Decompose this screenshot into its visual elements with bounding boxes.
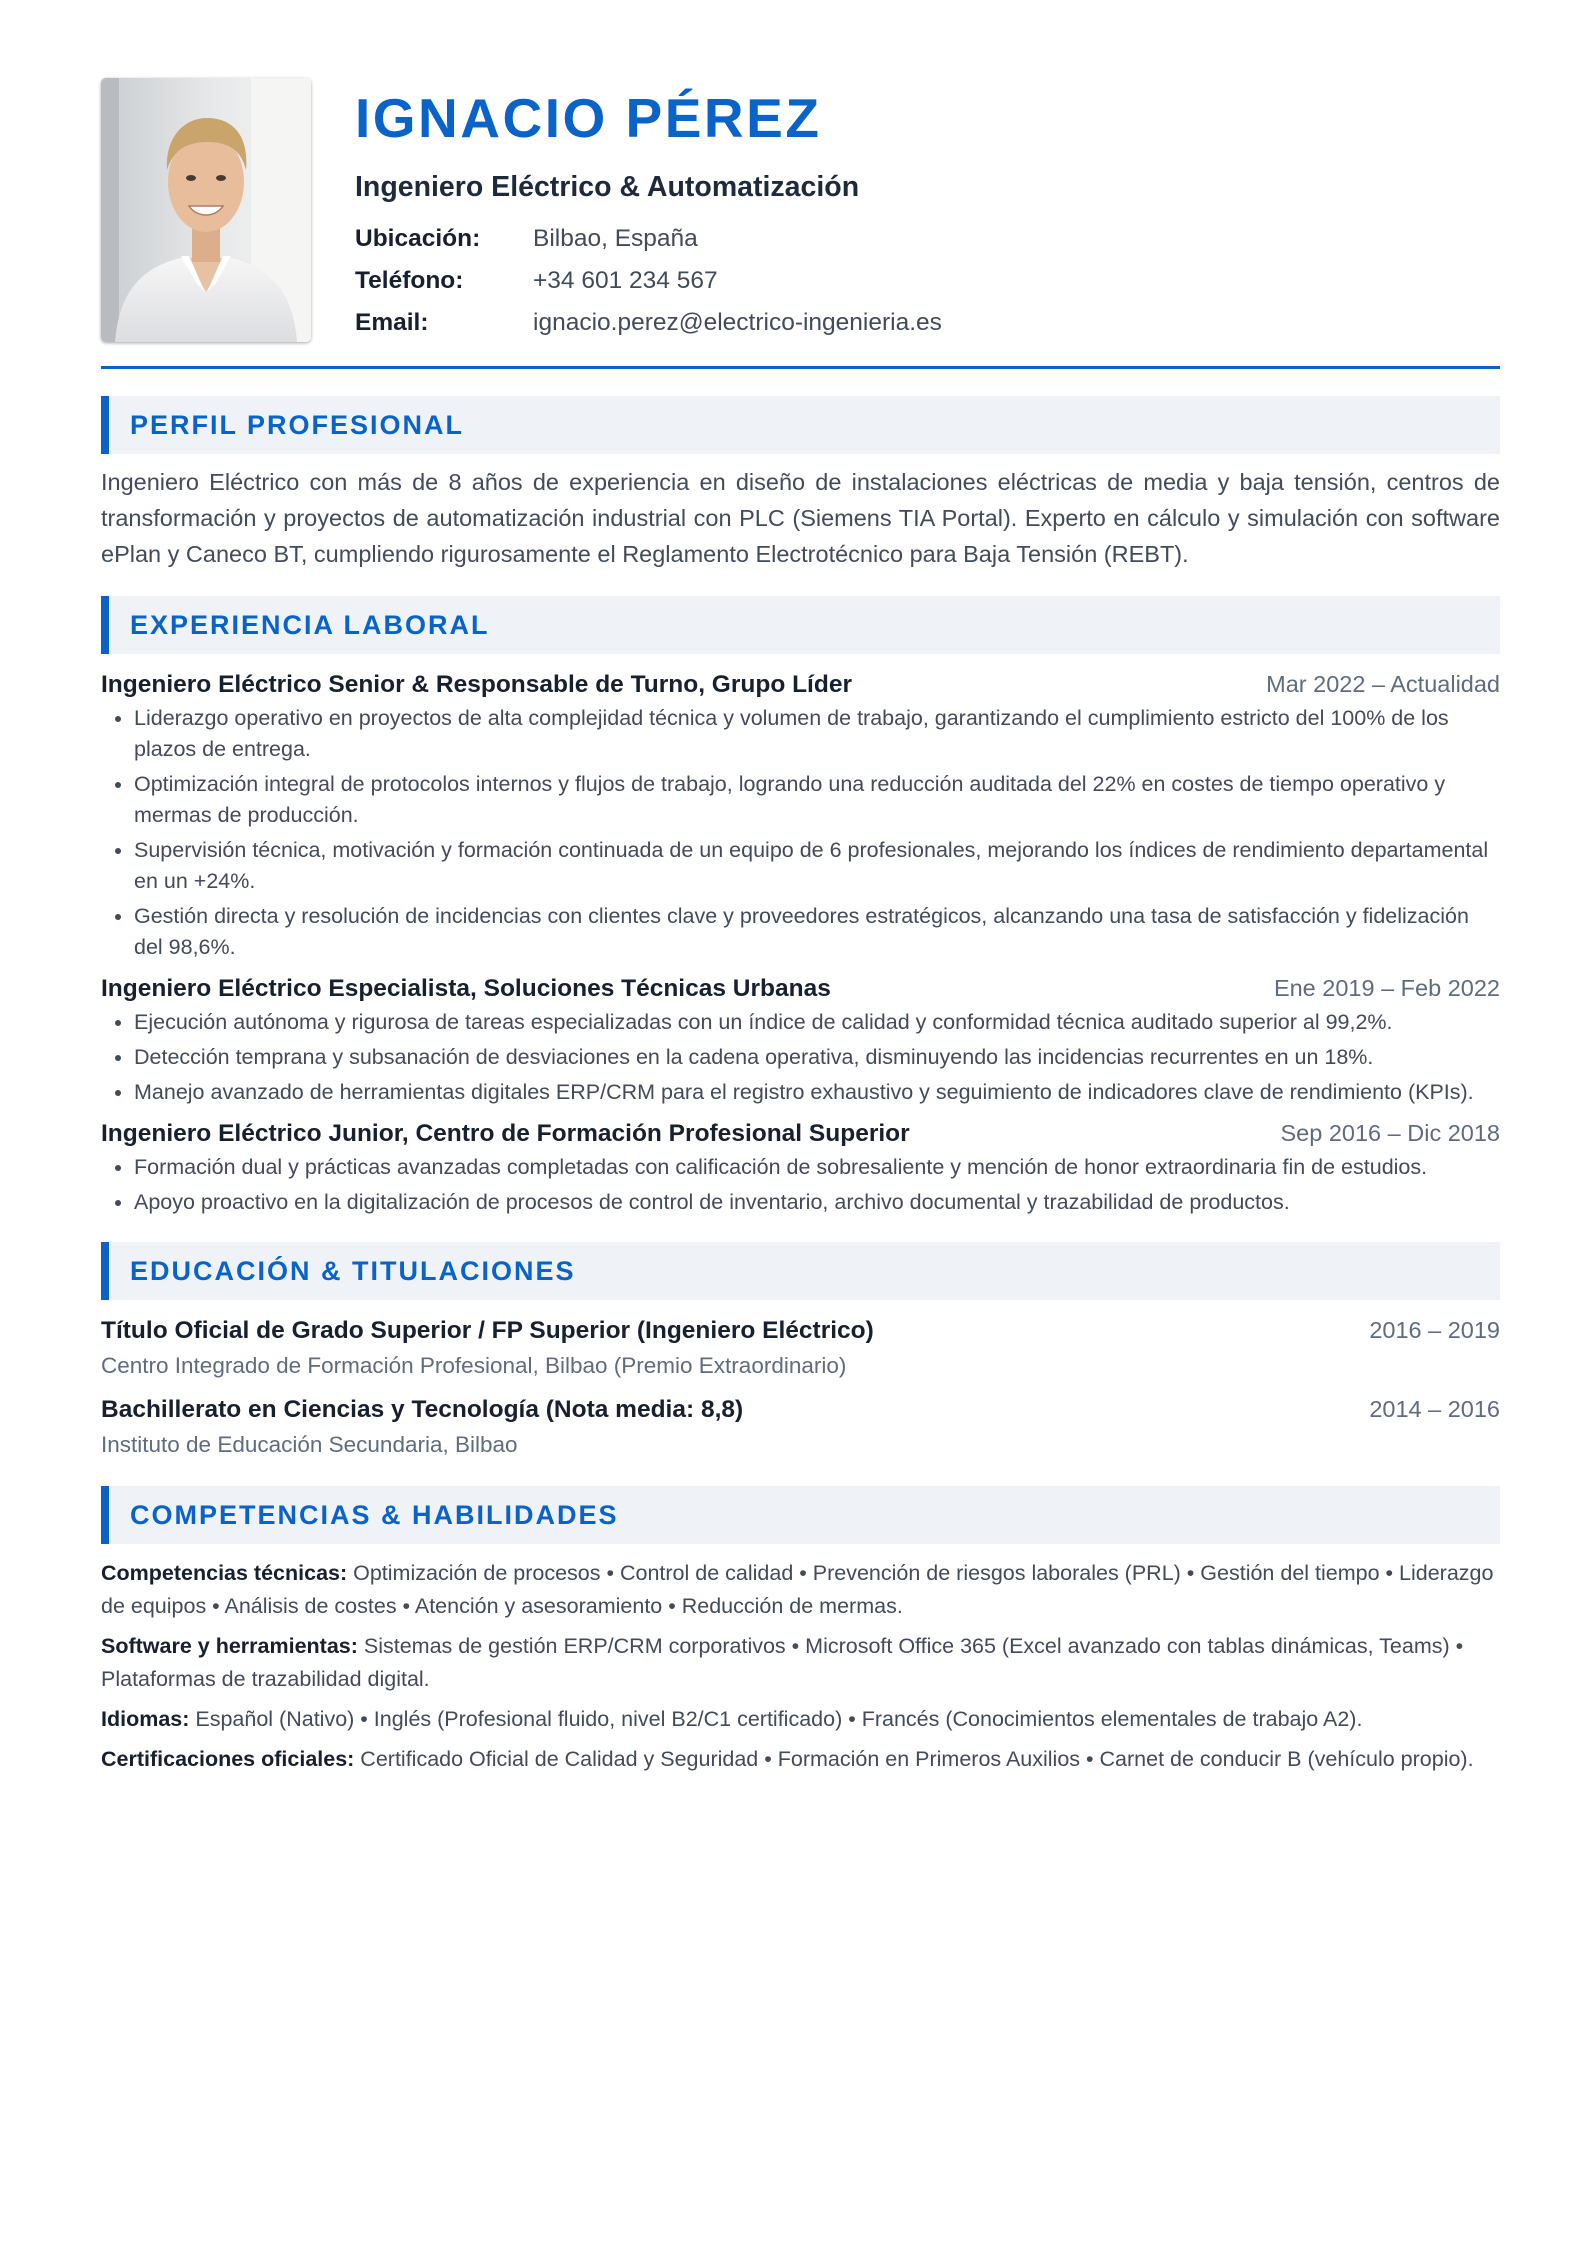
contact-label: Email: — [355, 309, 429, 337]
job-achievements — [101, 1152, 1500, 1218]
section-header-education — [101, 1242, 1500, 1300]
section-title: EDUCACIÓN & TITULACIONES — [130, 1255, 576, 1286]
list-item: • Formación dual y prácticas avanzadas completadas con calificación de sobresaliente y mención de honor extraordinaria fin de estudios. — [134, 1152, 1500, 1183]
contact-value: Bilbao, España — [533, 225, 698, 253]
education-date: 2014 – 2016 — [1369, 1396, 1500, 1422]
contact-label: Ubicación: — [355, 225, 481, 253]
education-date: 2016 – 2019 — [1369, 1317, 1500, 1343]
section-title: COMPETENCIAS & HABILIDADES — [130, 1499, 619, 1530]
section-header-skills — [101, 1486, 1500, 1544]
skills-list — [101, 1557, 1500, 1776]
skill-label: Idiomas: — [101, 1707, 190, 1731]
job-achievements — [101, 1007, 1500, 1108]
degree-title: Título Oficial de Grado Superior / FP Superior (Ingeniero Eléctrico) — [101, 1317, 874, 1344]
section-title: PERFIL PROFESIONAL — [130, 409, 465, 440]
contact-email — [355, 302, 1455, 344]
resume-content — [101, 396, 1500, 1783]
skill-label: Competencias técnicas: — [101, 1561, 348, 1585]
skill-group — [101, 1703, 1500, 1736]
education-header — [101, 1317, 1500, 1345]
job-title: Ingeniero Eléctrico Senior & Responsable de Turno, Grupo Líder — [101, 671, 852, 698]
skill-group — [101, 1743, 1500, 1776]
job-date: Sep 2016 – Dic 2018 — [1280, 1120, 1500, 1146]
job-entry — [101, 671, 1500, 963]
skill-label: Software y herramientas: — [101, 1634, 358, 1658]
education-entry — [101, 1317, 1500, 1379]
portrait-photo-icon — [101, 78, 311, 342]
education-entry — [101, 1396, 1500, 1458]
candidate-role: Ingeniero Eléctrico & Automatización — [355, 171, 860, 203]
education-institution: Instituto de Educación Secundaria, Bilbao — [101, 1432, 518, 1457]
job-entry — [101, 975, 1500, 1108]
contact-details — [355, 218, 1455, 344]
section-title: EXPERIENCIA LABORAL — [130, 609, 490, 640]
skill-group — [101, 1557, 1500, 1623]
list-item: • Supervisión técnica, motivación y formación continuada de un equipo de 6 profesionales, mejorando los índices de rendimiento departamental en un +24%. — [134, 835, 1500, 897]
degree-title: Bachillerato en Ciencias y Tecnología (Nota media: 8,8) — [101, 1396, 744, 1423]
skill-label: Certificaciones oficiales: — [101, 1747, 355, 1771]
job-header — [101, 671, 1500, 699]
list-item: • Ejecución autónoma y rigurosa de tareas especializadas con un índice de calidad y conformidad técnica auditado superior al 99,2%. — [134, 1007, 1500, 1038]
job-date: Mar 2022 – Actualidad — [1266, 671, 1500, 697]
job-header — [101, 975, 1500, 1003]
header-info — [355, 78, 1455, 344]
job-date: Ene 2019 – Feb 2022 — [1273, 975, 1500, 1001]
job-entry — [101, 1120, 1500, 1218]
header-divider — [101, 366, 1500, 369]
job-title: Ingeniero Eléctrico Junior, Centro de Formación Profesional Superior — [101, 1120, 910, 1147]
skill-text: Sistemas de gestión ERP/CRM corporativos • Microsoft Office 365 (Excel avanzado con tablas dinámicas, Teams) • Plataformas de trazabilidad digital. — [101, 1634, 1464, 1691]
section-header-profile — [101, 396, 1500, 454]
list-item: • Gestión directa y resolución de incidencias con clientes clave y proveedores estratégicos, alcanzando una tasa de satisfacción y fidelización del 98,6%. — [134, 901, 1500, 963]
list-item: • Optimización integral de protocolos internos y flujos de trabajo, logrando una reducción auditada del 22% en costes de tiempo operativo y mermas de producción. — [134, 769, 1500, 831]
resume-header — [101, 78, 1500, 368]
contact-label: Teléfono: — [355, 267, 464, 295]
section-header-experience — [101, 596, 1500, 654]
contact-location — [355, 218, 1455, 260]
job-header — [101, 1120, 1500, 1148]
education-institution: Centro Integrado de Formación Profesional, Bilbao (Premio Extraordinario) — [101, 1353, 847, 1378]
contact-phone — [355, 260, 1455, 302]
education-header — [101, 1396, 1500, 1424]
list-item: • Detección temprana y subsanación de desviaciones en la cadena operativa, disminuyendo las incidencias recurrentes en un 18%. — [134, 1042, 1500, 1073]
skill-text: Optimización de procesos • Control de calidad • Prevención de riesgos laborales (PRL) • Gestión del tiempo • Liderazgo de equipos • Análisis de costes • Atención y asesoramiento • Reducción de mermas. — [101, 1561, 1494, 1618]
skill-text: Certificado Oficial de Calidad y Seguridad • Formación en Primeros Auxilios • Carnet de conducir B (vehículo propio). — [354, 1747, 1474, 1771]
candidate-name: IGNACIO PÉREZ — [355, 87, 822, 149]
list-item: • Liderazgo operativo en proyectos de alta complejidad técnica y volumen de trabajo, garantizando el cumplimiento estricto del 100% de los plazos de entrega. — [134, 703, 1500, 765]
profile-summary: Ingeniero Eléctrico con más de 8 años de experiencia en diseño de instalaciones eléctricas de media y baja tensión, centros de transformación y proyectos de automatización industrial con PLC (Siemens TIA Portal). Experto en cálculo y simulación con software ePlan y Caneco BT, cumpliendo rigurosamente el Reglamento Electrotécnico para Baja Tensión (REBT). — [101, 469, 1500, 567]
skill-group — [101, 1630, 1500, 1696]
profile-photo — [101, 78, 311, 342]
list-item: • Manejo avanzado de herramientas digitales ERP/CRM para el registro exhaustivo y seguimiento de indicadores clave de rendimiento (KPIs). — [134, 1077, 1500, 1108]
contact-value: +34 601 234 567 — [533, 267, 718, 295]
skill-text: Español (Nativo) • Inglés (Profesional fluido, nivel B2/C1 certificado) • Francés (Conocimientos elementales de trabajo A2). — [189, 1707, 1363, 1731]
contact-value: ignacio.perez@electrico-ingenieria.es — [533, 309, 942, 337]
list-item: • Apoyo proactivo en la digitalización de procesos de control de inventario, archivo documental y trazabilidad de productos. — [134, 1187, 1500, 1218]
job-achievements — [101, 703, 1500, 963]
job-title: Ingeniero Eléctrico Especialista, Soluciones Técnicas Urbanas — [101, 975, 831, 1002]
